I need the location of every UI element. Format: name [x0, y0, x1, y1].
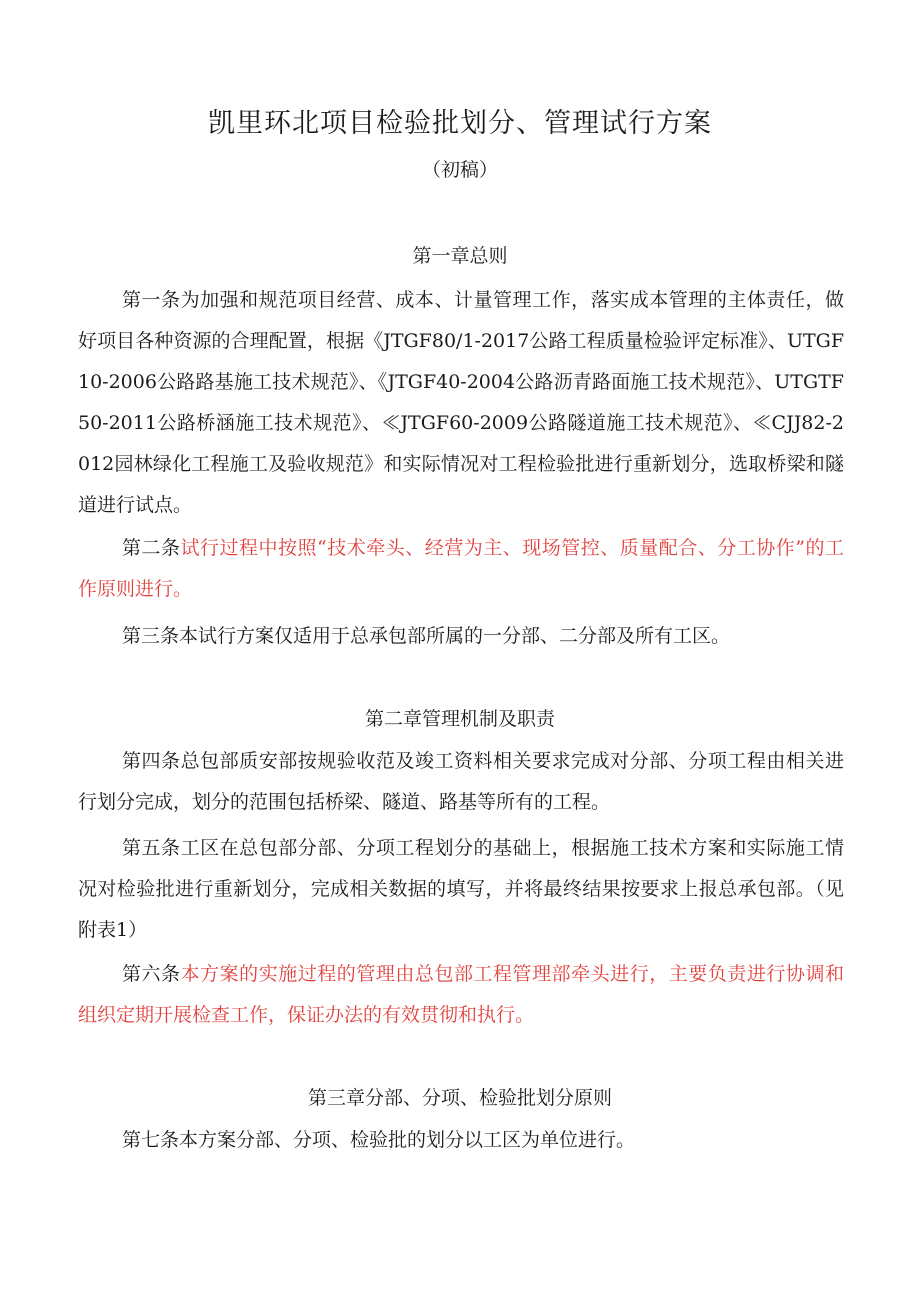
article-3 — [78, 616, 844, 657]
document-subtitle: （初稿） — [421, 159, 498, 181]
article-7-text: 本方案分部、分项、检验批的划分以工区为单位进行。 — [179, 1129, 636, 1151]
article-6-lead: 第六条 — [122, 963, 181, 985]
article-2-lead: 第二条 — [122, 537, 181, 559]
chapter-heading-1: 第一章总则 — [412, 245, 508, 267]
article-4-text: 总包部质安部按规验收范及竣工资料相关要求完成对分部、分项工程由相关进行划分完成，划分的范围包括桥梁、隧道、路基等所有的工程。 — [78, 750, 844, 813]
article-3-text: 本试行方案仅适用于总承包部所属的一分部、二分部及所有工区。 — [179, 625, 731, 647]
article-4-lead: 第四条 — [122, 750, 181, 772]
article-7-lead: 第七条 — [122, 1129, 180, 1151]
article-2-text: 试行过程中按照“技术牵头、经营为主、现场管控、质量配合、分工协作”的工作原则进行。 — [78, 537, 844, 600]
article-5 — [78, 828, 844, 951]
article-4 — [78, 741, 844, 823]
document-title: 凯里环北项目检验批划分、管理试行方案 — [208, 108, 712, 139]
article-2 — [78, 528, 844, 610]
article-7 — [78, 1120, 844, 1161]
article-3-lead: 第三条 — [122, 625, 180, 647]
article-1 — [78, 280, 844, 526]
article-1-lead: 第一条 — [122, 289, 181, 311]
article-6-text: 本方案的实施过程的管理由总包部工程管理部牵头进行，主要负责进行协调和组织定期开展检查工作，保证办法的有效贯彻和执行。 — [78, 963, 844, 1026]
chapter-heading-3: 第三章分部、分项、检验批划分原则 — [307, 1087, 612, 1109]
article-6 — [78, 954, 844, 1036]
article-5-lead: 第五条 — [122, 837, 181, 859]
article-5-text: 工区在总包部分部、分项工程划分的基础上，根据施工技术方案和实际施工情况对检验批进行重新划分，完成相关数据的填写，并将最终结果按要求上报总承包部。（见附表1） — [78, 837, 844, 941]
article-1-text: 为加强和规范项目经营、成本、计量管理工作，落实成本管理的主体责任，做好项目各种资源的合理配置，根据《JTGF80/1-2017公路工程质量检验评定标准》、UTGF10-2006公路路基施工技术规范》、《JTGF40-2004公路沥青路面施工技术规范》、UTGTF50-2011公路桥涵施工技术规范》、≪JTGF60-2009公路隧道施工技术规范》、≪CJJ82-2012园林绿化工程施工及验收规范》和实际情况对工程检验批进行重新划分，选取桥梁和隧道进行试点。 — [78, 289, 844, 516]
chapter-heading-2: 第二章管理机制及职责 — [364, 708, 555, 730]
